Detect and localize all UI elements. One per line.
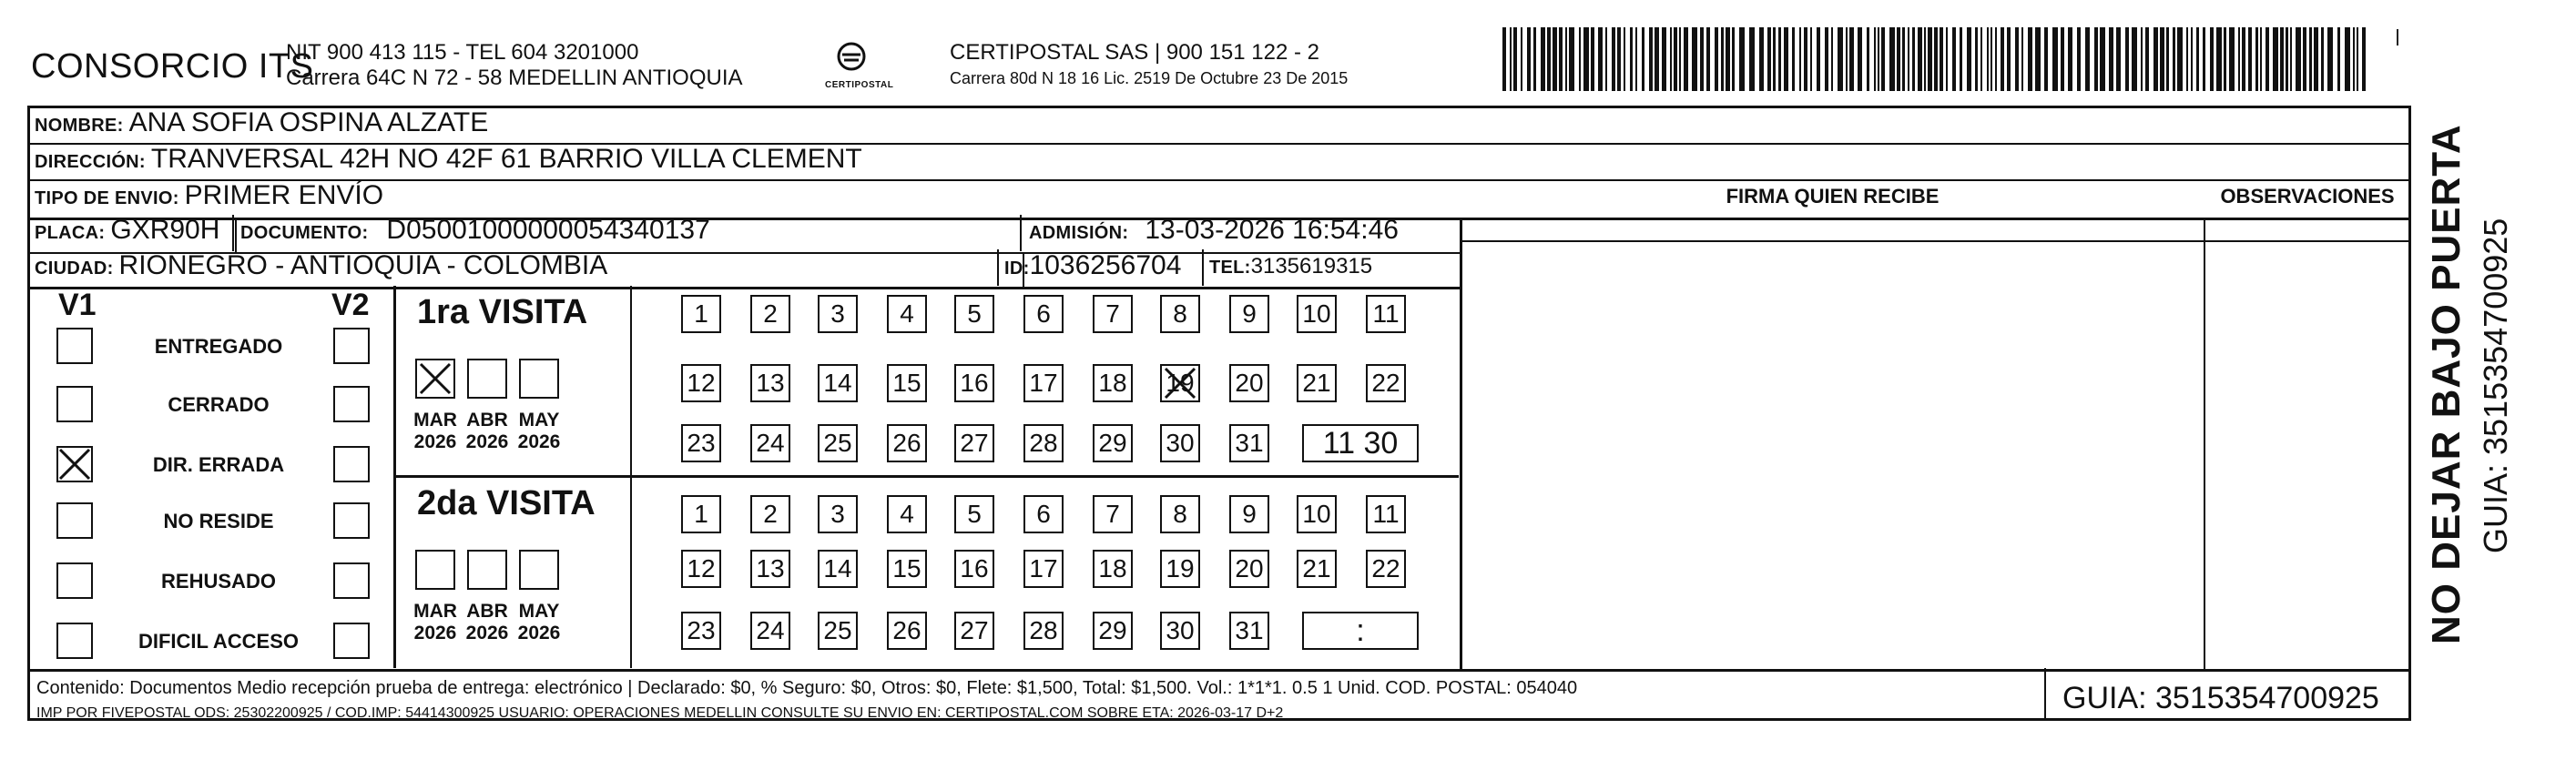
year-label: 2026 bbox=[413, 431, 457, 452]
first-day-28[interactable]: 28 bbox=[1023, 424, 1064, 462]
company-name: CONSORCIO ITS bbox=[31, 47, 314, 86]
first-day-14[interactable]: 14 bbox=[818, 364, 858, 402]
second-day-15[interactable]: 15 bbox=[887, 550, 927, 588]
status-label: CERRADO bbox=[168, 393, 270, 416]
certipostal-address: Carrera 80d N 18 16 Lic. 2519 De Octubre 23 De 2015 bbox=[950, 69, 1349, 87]
content-summary: Contenido: Documentos Medio recepción prueba de entrega: electrónico | Declarado: $0, % Seguro: $0, Otros: $0, Flete: $1,500, Total: $1,500. Vol.: 1*1*1. 0.5 1 Unid. COD. POSTAL: 054040 bbox=[36, 678, 1578, 698]
company-info bbox=[286, 40, 743, 91]
first-day-8[interactable]: 8 bbox=[1160, 295, 1200, 333]
tipo-envio-row bbox=[35, 180, 383, 211]
v2-header: V2 bbox=[331, 288, 370, 322]
year-label: 2026 bbox=[465, 623, 509, 643]
tel-cell bbox=[1209, 254, 1372, 279]
second-day-21[interactable]: 21 bbox=[1297, 550, 1337, 588]
first-day-23[interactable]: 23 bbox=[681, 424, 721, 462]
second-day-11[interactable]: 11 bbox=[1366, 495, 1406, 533]
id-label: ID: bbox=[1004, 258, 1030, 279]
year-label: 2026 bbox=[413, 623, 457, 643]
first-day-15[interactable]: 15 bbox=[887, 364, 927, 402]
second-day-26[interactable]: 26 bbox=[887, 612, 927, 650]
year-label: 2026 bbox=[517, 623, 561, 643]
side-guia: GUIA: 3515354700925 bbox=[2477, 218, 2514, 553]
second-day-5[interactable]: 5 bbox=[954, 495, 994, 533]
side-notice: NO DEJAR BAJO PUERTA bbox=[2424, 124, 2469, 644]
first-day-3[interactable]: 3 bbox=[818, 295, 858, 333]
month-label: MAR bbox=[413, 410, 457, 431]
direccion-label: DIRECCIÓN: bbox=[35, 152, 146, 172]
admision-label: ADMISIÓN: bbox=[1029, 223, 1129, 243]
nombre-row bbox=[35, 107, 488, 138]
direccion-row bbox=[35, 144, 862, 175]
first-day-11[interactable]: 11 bbox=[1366, 295, 1406, 333]
first-visit-title: 1ra VISITA bbox=[417, 293, 588, 331]
first-day-27[interactable]: 27 bbox=[954, 424, 994, 462]
month-label: MAR bbox=[413, 601, 457, 622]
second-day-19[interactable]: 19 bbox=[1160, 550, 1200, 588]
company-address: Carrera 64C N 72 - 58 MEDELLIN ANTIOQUIA bbox=[286, 66, 743, 90]
first-day-10[interactable]: 10 bbox=[1297, 295, 1337, 333]
first-day-4[interactable]: 4 bbox=[887, 295, 927, 333]
second-day-22[interactable]: 22 bbox=[1366, 550, 1406, 588]
second-day-29[interactable]: 29 bbox=[1093, 612, 1133, 650]
first-day-31[interactable]: 31 bbox=[1229, 424, 1269, 462]
month-label: ABR bbox=[466, 601, 508, 622]
status-label: DIFICIL ACCESO bbox=[137, 630, 299, 653]
v2-checkbox[interactable] bbox=[333, 328, 370, 364]
first-day-29[interactable]: 29 bbox=[1093, 424, 1133, 462]
v1-checkbox[interactable] bbox=[56, 562, 93, 599]
second-day-7[interactable]: 7 bbox=[1093, 495, 1133, 533]
first-day-1[interactable]: 1 bbox=[681, 295, 721, 333]
second-visit-title: 2da VISITA bbox=[417, 484, 596, 522]
certipostal-line: CERTIPOSTAL SAS | 900 151 122 - 2 bbox=[950, 40, 1319, 65]
tel-label: TEL: bbox=[1209, 258, 1251, 278]
second-month-checkbox-mar[interactable] bbox=[415, 550, 455, 590]
second-day-3[interactable]: 3 bbox=[818, 495, 858, 533]
second-day-4[interactable]: 4 bbox=[887, 495, 927, 533]
v2-checkbox[interactable] bbox=[333, 502, 370, 539]
month-year-label bbox=[460, 410, 514, 453]
tipo-envio-label: TIPO DE ENVIO: bbox=[35, 188, 179, 208]
documento-cell bbox=[240, 215, 710, 246]
month-year-label bbox=[512, 410, 566, 453]
ciudad-value: RIONEGRO - ANTIOQUIA - COLOMBIA bbox=[118, 250, 608, 280]
barcode bbox=[1502, 27, 2367, 91]
month-label: ABR bbox=[466, 410, 508, 431]
first-day-6[interactable]: 6 bbox=[1023, 295, 1064, 333]
nit-line: NIT 900 413 115 - TEL 604 3201000 bbox=[286, 40, 639, 65]
year-label: 2026 bbox=[465, 431, 509, 452]
second-day-31[interactable]: 31 bbox=[1229, 612, 1269, 650]
admision-value: 13-03-2026 16:54:46 bbox=[1145, 215, 1399, 245]
second-day-16[interactable]: 16 bbox=[954, 550, 994, 588]
first-day-24[interactable]: 24 bbox=[750, 424, 790, 462]
first-day-12[interactable]: 12 bbox=[681, 364, 721, 402]
placa-value: GXR90H bbox=[110, 215, 220, 245]
firma-header: FIRMA QUIEN RECIBE bbox=[1726, 185, 1940, 208]
first-time-field[interactable]: 11 30 bbox=[1302, 424, 1419, 462]
print-info: IMP POR FIVEPOSTAL ODS: 25302200925 / COD.IMP: 54414300925 USUARIO: OPERACIONES MEDELLIN CONSULTE SU ENVIO EN: CERTIPOSTAL.COM SOBRE ETA: 2026-03-17 D+2 bbox=[36, 705, 1284, 721]
second-day-10[interactable]: 10 bbox=[1297, 495, 1337, 533]
nombre-value: ANA SOFIA OSPINA ALZATE bbox=[128, 107, 489, 137]
month-year-label bbox=[512, 601, 566, 644]
first-day-2[interactable]: 2 bbox=[750, 295, 790, 333]
second-day-28[interactable]: 28 bbox=[1023, 612, 1064, 650]
status-label: ENTREGADO bbox=[154, 335, 283, 358]
month-year-label bbox=[460, 601, 514, 644]
second-day-25[interactable]: 25 bbox=[818, 612, 858, 650]
id-cell bbox=[1004, 250, 1181, 281]
first-day-30[interactable]: 30 bbox=[1160, 424, 1200, 462]
second-month-checkbox-may[interactable] bbox=[519, 550, 559, 590]
second-day-2[interactable]: 2 bbox=[750, 495, 790, 533]
second-day-17[interactable]: 17 bbox=[1023, 550, 1064, 588]
second-day-30[interactable]: 30 bbox=[1160, 612, 1200, 650]
documento-value: D05001000000054340137 bbox=[386, 215, 710, 245]
first-day-25[interactable]: 25 bbox=[818, 424, 858, 462]
documento-label: DOCUMENTO: bbox=[240, 223, 369, 243]
v2-checkbox[interactable] bbox=[333, 446, 370, 482]
month-year-label bbox=[408, 601, 463, 644]
admision-cell bbox=[1029, 215, 1399, 246]
first-day-22[interactable]: 22 bbox=[1366, 364, 1406, 402]
month-year-label bbox=[408, 410, 463, 453]
first-month-checkbox-abr[interactable] bbox=[467, 359, 507, 399]
observaciones-header: OBSERVACIONES bbox=[2220, 185, 2395, 208]
second-day-1[interactable]: 1 bbox=[681, 495, 721, 533]
status-label: DIR. ERRADA bbox=[152, 453, 285, 476]
first-day-7[interactable]: 7 bbox=[1093, 295, 1133, 333]
v1-checkbox[interactable] bbox=[56, 446, 93, 482]
first-day-9[interactable]: 9 bbox=[1229, 295, 1269, 333]
first-day-20[interactable]: 20 bbox=[1229, 364, 1269, 402]
second-day-18[interactable]: 18 bbox=[1093, 550, 1133, 588]
placa-cell bbox=[35, 215, 219, 246]
second-day-13[interactable]: 13 bbox=[750, 550, 790, 588]
placa-label: PLACA: bbox=[35, 223, 106, 243]
second-day-23[interactable]: 23 bbox=[681, 612, 721, 650]
year-label: 2026 bbox=[517, 431, 561, 452]
first-month-checkbox-may[interactable] bbox=[519, 359, 559, 399]
month-label: MAY bbox=[518, 601, 560, 622]
v2-checkbox[interactable] bbox=[333, 386, 370, 422]
month-label: MAY bbox=[518, 410, 560, 431]
v2-checkbox[interactable] bbox=[333, 562, 370, 599]
second-day-8[interactable]: 8 bbox=[1160, 495, 1200, 533]
second-month-checkbox-abr[interactable] bbox=[467, 550, 507, 590]
first-day-13[interactable]: 13 bbox=[750, 364, 790, 402]
first-day-17[interactable]: 17 bbox=[1023, 364, 1064, 402]
ciudad-label: CIUDAD: bbox=[35, 258, 114, 279]
corner-mark bbox=[2397, 29, 2398, 46]
logo-text: CERTIPOSTAL bbox=[825, 80, 894, 90]
first-day-16[interactable]: 16 bbox=[954, 364, 994, 402]
certipostal-info bbox=[950, 40, 1348, 91]
id-value: 1036256704 bbox=[1029, 250, 1182, 280]
tel-value: 3135619315 bbox=[1250, 254, 1373, 279]
first-day-18[interactable]: 18 bbox=[1093, 364, 1133, 402]
ciudad-cell bbox=[35, 250, 607, 281]
second-day-20[interactable]: 20 bbox=[1229, 550, 1269, 588]
v1-header: V1 bbox=[58, 288, 97, 322]
second-day-14[interactable]: 14 bbox=[818, 550, 858, 588]
second-day-27[interactable]: 27 bbox=[954, 612, 994, 650]
first-day-5[interactable]: 5 bbox=[954, 295, 994, 333]
second-time-field[interactable]: : bbox=[1302, 612, 1419, 650]
first-day-26[interactable]: 26 bbox=[887, 424, 927, 462]
second-day-6[interactable]: 6 bbox=[1023, 495, 1064, 533]
v1-checkbox[interactable] bbox=[56, 328, 93, 364]
second-day-9[interactable]: 9 bbox=[1229, 495, 1269, 533]
first-day-21[interactable]: 21 bbox=[1297, 364, 1337, 402]
v1-checkbox[interactable] bbox=[56, 502, 93, 539]
status-label: REHUSADO bbox=[161, 570, 276, 593]
first-month-checkbox-mar[interactable] bbox=[415, 359, 455, 399]
v1-checkbox[interactable] bbox=[56, 386, 93, 422]
first-day-19[interactable]: 19 bbox=[1160, 364, 1200, 402]
second-day-12[interactable]: 12 bbox=[681, 550, 721, 588]
nombre-label: NOMBRE: bbox=[35, 116, 124, 136]
status-label: NO RESIDE bbox=[163, 510, 274, 532]
v1-checkbox[interactable] bbox=[56, 623, 93, 659]
direccion-value: TRANVERSAL 42H NO 42F 61 BARRIO VILLA CLEMENT bbox=[150, 144, 862, 174]
v2-checkbox[interactable] bbox=[333, 623, 370, 659]
guia-number: GUIA: 3515354700925 bbox=[2062, 681, 2379, 715]
tipo-envio-value: PRIMER ENVÍO bbox=[184, 180, 384, 210]
second-day-24[interactable]: 24 bbox=[750, 612, 790, 650]
